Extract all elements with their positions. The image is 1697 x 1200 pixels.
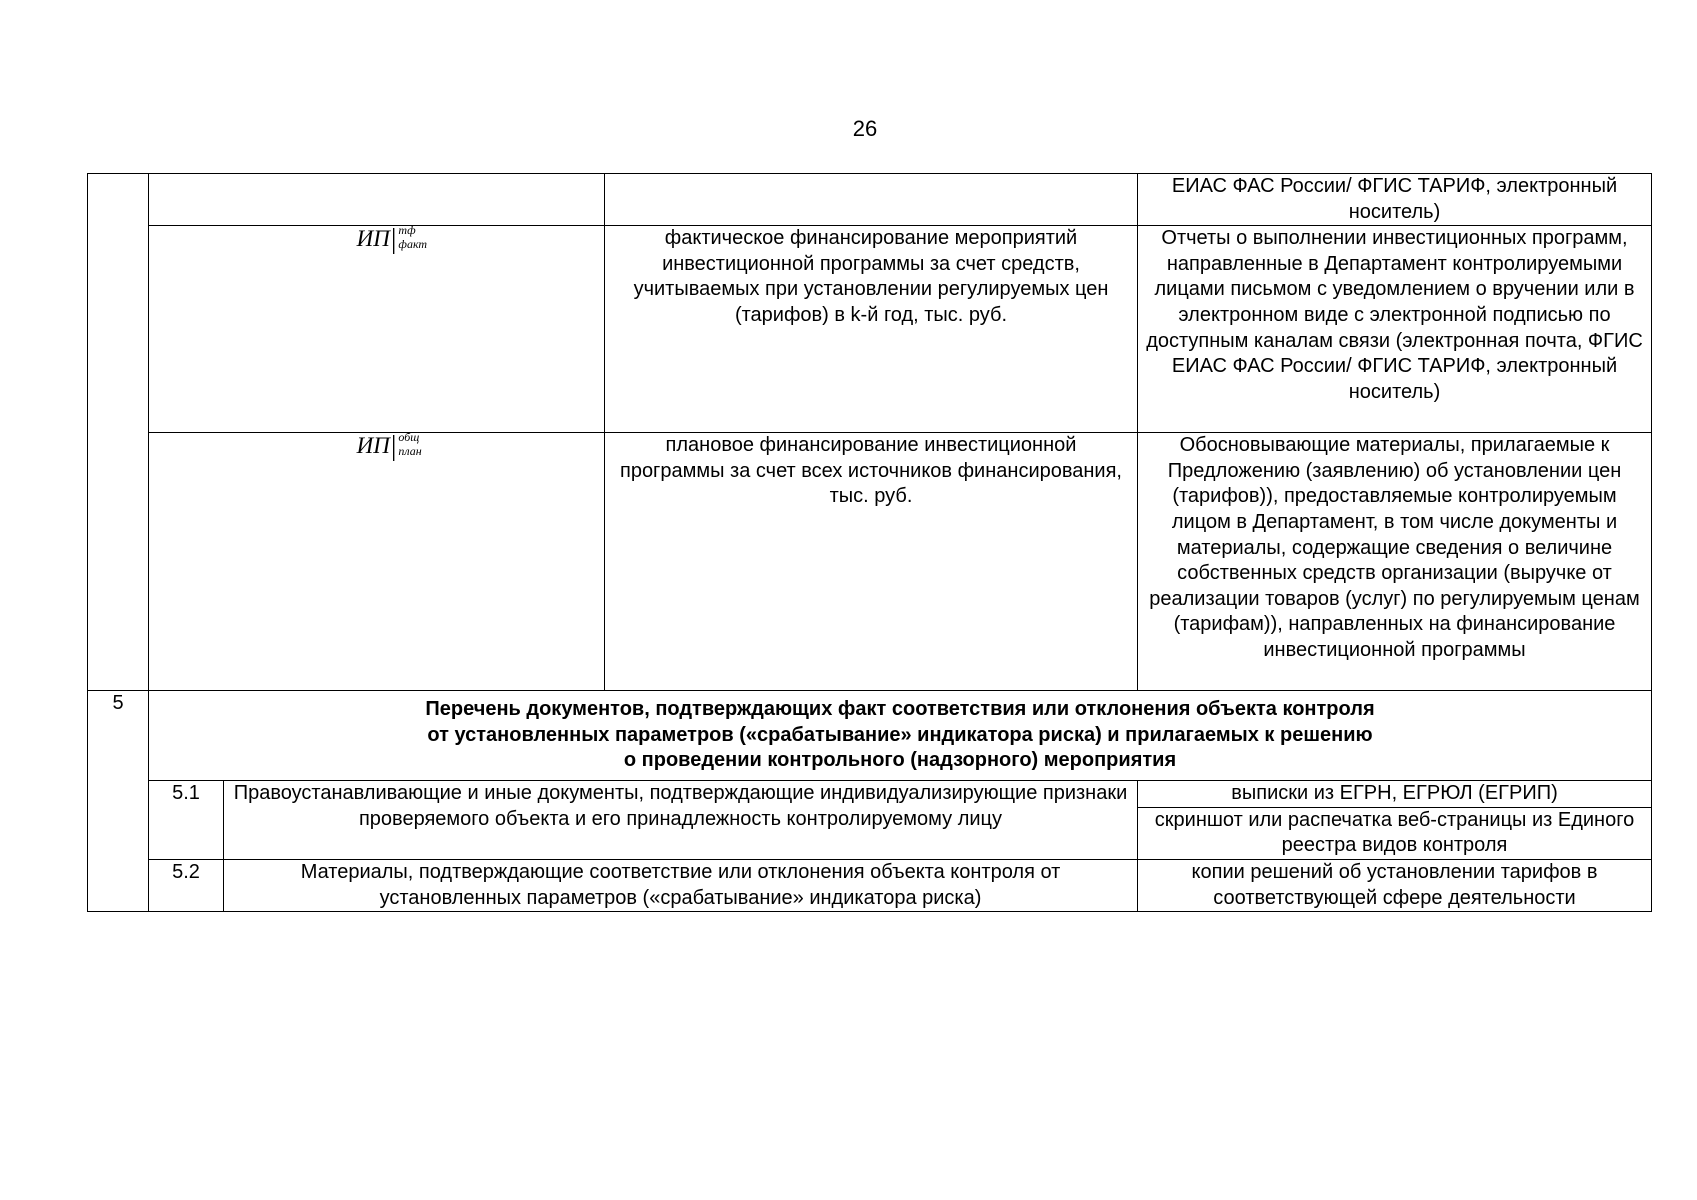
section-heading-line: Перечень документов, подтверждающих факт соответствия или отклонения объекта контроля	[425, 698, 1375, 721]
formula-symbol	[356, 430, 422, 463]
item-source-cell: скриншот или распечатка веб-страницы из Единого реестра видов контроля	[1138, 807, 1652, 859]
symbol-cell	[149, 430, 605, 691]
item-number-cell: 5.1	[149, 781, 224, 860]
description-cell	[605, 174, 1138, 226]
section-heading	[149, 691, 1652, 781]
item-text-cell: Правоустанавливающие и иные документы, подтверждающие индивидуализирующие признаки проверяемого объекта и его принадлежность контролируемому лицу	[224, 781, 1138, 860]
symbol-cell	[149, 174, 605, 226]
section-number-cell: 5	[88, 691, 149, 912]
table-row	[88, 174, 1652, 226]
table-row	[88, 859, 1652, 911]
source-cell: Отчеты о выполнении инвестиционных программ, направленные в Департамент контролируемыми лицами письмом с уведомлением о вручении или в электронном виде с электронной подписью по доступным каналам связи (электронная почта, ФГИС ЕИАС ФАС России/ ФГИС ТАРИФ, электронный носитель)	[1138, 226, 1652, 433]
symbol-cell	[149, 223, 605, 433]
item-source-cell: выписки из ЕГРН, ЕГРЮЛ (ЕГРИП)	[1138, 781, 1652, 808]
page-number: 26	[852, 116, 878, 141]
symbol-main: ИП	[356, 226, 390, 252]
symbol-subscript: план	[398, 444, 422, 459]
row-number-cell	[88, 174, 149, 691]
table-row	[88, 781, 1652, 808]
section-heading-row	[88, 691, 1652, 781]
symbol-subscript: факт	[398, 237, 428, 252]
symbol-superscript: общ	[398, 430, 420, 445]
section-heading-line: от установленных параметров («срабатывание» индикатора риска) и прилагаемых к решению	[427, 723, 1373, 746]
source-cell: Обосновывающие материалы, прилагаемые к Предложению (заявлению) об установлении цен (тарифов)), предоставляемые контролируемым лицом в Департамент, в том числе документы и материалы, содержащие сведения о величине собственных средств организации (выручке от реализации товаров (услуг) по регулируемым ценам (тарифам)), направленных на финансирование инвестиционной программы	[1138, 433, 1652, 691]
item-number-cell: 5.2	[149, 859, 224, 911]
item-source-cell: копии решений об установлении тарифов в соответствующей сфере деятельности	[1138, 859, 1652, 911]
symbol-bar: |	[390, 431, 397, 463]
symbol-main: ИП	[356, 433, 390, 459]
symbol-superscript: тф	[398, 223, 416, 238]
symbol-bar: |	[390, 224, 397, 256]
table-row	[88, 226, 1652, 433]
section-heading-line: о проведении контрольного (надзорного) мероприятия	[623, 749, 1177, 772]
formula-symbol	[356, 223, 428, 256]
table-row	[88, 433, 1652, 691]
item-text-cell: Материалы, подтверждающие соответствие или отклонения объекта контроля от установленных параметров («срабатывание» индикатора риска)	[224, 859, 1138, 911]
source-cell: ЕИАС ФАС России/ ФГИС ТАРИФ, электронный носитель)	[1138, 174, 1652, 226]
criteria-table	[87, 173, 1652, 912]
description-cell: плановое финансирование инвестиционной программы за счет всех источников финансирования, тыс. руб.	[605, 433, 1138, 691]
description-cell: фактическое финансирование мероприятий инвестиционной программы за счет средств, учитываемых при установлении регулируемых цен (тарифов) в k-й год, тыс. руб.	[605, 226, 1138, 433]
